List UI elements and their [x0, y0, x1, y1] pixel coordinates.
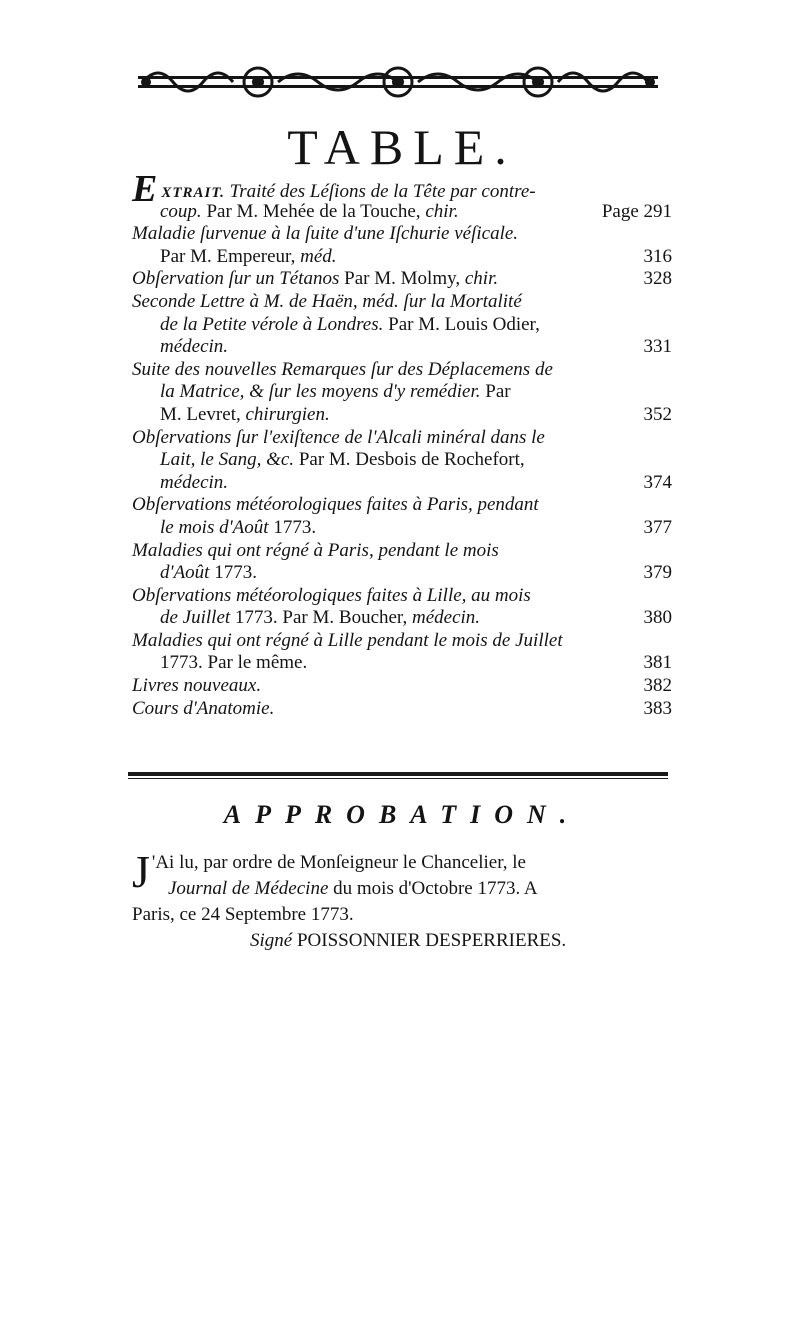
toc-text: Cours d'Anatomie.: [132, 697, 275, 719]
toc-line: [132, 472, 672, 495]
toc-text: coup.: [160, 200, 202, 222]
toc-text: chirurgien.: [245, 403, 330, 425]
page-number: 316: [643, 245, 672, 267]
toc-line: [132, 268, 672, 291]
table-of-contents: [132, 168, 672, 720]
toc-line: [132, 246, 672, 269]
toc-text: Par M. Empereur,: [160, 245, 301, 267]
divider-rule-thin: [128, 778, 668, 779]
toc-line: [132, 168, 672, 210]
toc-line: [132, 675, 672, 698]
page-number: 331: [643, 336, 672, 358]
toc-text: Maladie ſurvenue à la ſuite d'une Iſchurie véſicale.: [132, 223, 519, 245]
toc-text: Livres nouveaux.: [132, 675, 262, 697]
page-number: 377: [643, 516, 672, 538]
toc-entry: [132, 540, 672, 585]
toc-line: [132, 404, 672, 427]
page-number: 352: [643, 403, 672, 425]
toc-text: 1773.: [209, 562, 257, 584]
page-number: 379: [643, 562, 672, 584]
toc-text: Par M. Louis Odier,: [383, 313, 540, 335]
page-number: 380: [643, 607, 672, 629]
toc-entry: [132, 494, 672, 539]
toc-line: [132, 336, 672, 359]
signature-line: [250, 930, 566, 952]
page-number: 383: [643, 697, 672, 719]
toc-text: d'Août: [160, 562, 210, 584]
toc-text: Maladies qui ont régné à Lille pendant le mois de Juillet: [132, 629, 563, 651]
toc-entry: [132, 291, 672, 359]
page-number: 382: [643, 675, 672, 697]
toc-text: médecin.: [160, 336, 229, 358]
toc-line: [132, 562, 672, 585]
toc-entry: [132, 427, 672, 495]
toc-entry: [132, 630, 672, 675]
toc-text: méd.: [300, 245, 337, 267]
toc-text: Maladies qui ont régné à Paris, pendant le mois: [132, 539, 499, 561]
toc-entry: [132, 585, 672, 630]
signatory-name: POISSONNIER DESPERRIERES.: [292, 930, 567, 951]
toc-text: Par: [480, 381, 511, 403]
approbation-line-2: du mois d'Octobre 1773. A: [328, 878, 538, 899]
toc-entry: [132, 268, 672, 291]
toc-entry: [132, 698, 672, 721]
page-number: 374: [643, 471, 672, 493]
toc-text: Par M. Mehée de la Touche,: [201, 200, 426, 222]
journal-name: Journal de Médecine: [168, 878, 329, 899]
toc-text: Par M. Desbois de Rochefort,: [294, 449, 525, 471]
toc-text: Obſervations météorologiques faites à Lille, au mois: [132, 584, 531, 606]
toc-entry: [132, 359, 672, 427]
toc-text: de Juillet: [160, 607, 231, 629]
approbation-text: [132, 846, 672, 928]
toc-line: [132, 449, 672, 472]
toc-text: médecin.: [412, 607, 481, 629]
page-title: TABLE.: [287, 119, 517, 175]
toc-text: Traité des Léſions de la Tête par contre-: [224, 181, 536, 202]
approbation-line-3: Paris, ce 24 Septembre 1773.: [132, 904, 354, 925]
toc-text: Obſervation ſur un Tétanos: [132, 268, 340, 290]
page-number: 381: [643, 652, 672, 674]
toc-text: XTRAIT.: [161, 185, 225, 201]
toc-line: [132, 540, 672, 563]
drop-cap: E: [132, 168, 158, 210]
toc-line: [132, 607, 672, 630]
toc-text: Lait, le Sang, &c.: [160, 449, 295, 471]
toc-text: 1773. Par le même.: [160, 652, 308, 674]
toc-text: de la Petite vérole à Londres.: [160, 313, 384, 335]
signed-label: Signé: [250, 930, 293, 951]
toc-text: M. Levret,: [160, 403, 246, 425]
toc-text: Par M. Molmy,: [339, 268, 465, 290]
toc-text: Obſervations ſur l'exiſtence de l'Alcali minéral dans le: [132, 426, 545, 448]
toc-entry: [132, 223, 672, 268]
toc-line: [132, 381, 672, 404]
toc-text: Seconde Lettre à M. de Haën, méd. ſur la Mortalité: [132, 290, 522, 312]
toc-line: [132, 427, 672, 450]
toc-line: [132, 585, 672, 608]
toc-entry: [132, 675, 672, 698]
toc-line: [132, 359, 672, 382]
toc-line: [132, 223, 672, 246]
toc-line: [132, 314, 672, 337]
toc-line: [132, 698, 672, 721]
toc-text: le mois d'Août: [160, 516, 269, 538]
page-number: Page 291: [601, 200, 672, 222]
toc-text: 1773. Par M. Boucher,: [230, 607, 412, 629]
toc-text: 1773.: [268, 516, 317, 538]
toc-line: [132, 494, 672, 517]
toc-text: Suite des nouvelles Remarques ſur des Déplacemens de: [132, 358, 553, 380]
toc-line: [132, 291, 672, 314]
toc-line: [132, 201, 672, 224]
toc-entry: [132, 168, 672, 223]
toc-text: la Matrice, & ſur les moyens d'y remédier.: [160, 381, 481, 403]
toc-line: [132, 652, 672, 675]
header-ornament: [138, 62, 658, 102]
divider-rule: [128, 772, 668, 776]
approbation-line-1: 'Ai lu, par ordre de Monſeigneur le Chancelier, le: [151, 852, 526, 873]
page-number: 328: [643, 268, 672, 290]
toc-text: chir.: [464, 268, 499, 290]
toc-line: [132, 517, 672, 540]
toc-text: chir.: [425, 200, 459, 222]
approbation-title: APPROBATION.: [223, 800, 581, 829]
drop-cap: J: [132, 846, 150, 897]
toc-text: Obſervations météorologiques faites à Paris, pendant: [132, 494, 539, 516]
toc-text: médecin.: [160, 471, 229, 493]
toc-line: [132, 630, 672, 653]
